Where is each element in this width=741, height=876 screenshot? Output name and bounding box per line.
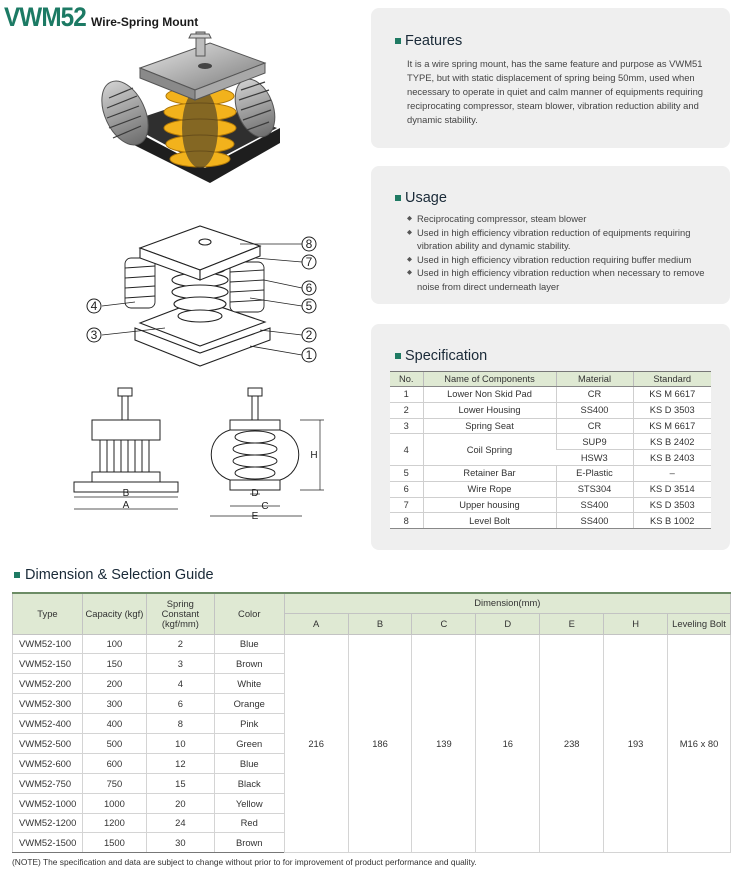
table-row: 7 Upper housing SS400 KS D 3503	[390, 497, 711, 513]
dim-label-e: E	[251, 511, 259, 522]
bullet-square-icon	[395, 195, 401, 201]
col-header-spring-constant: Spring Constant (kgf/mm)	[146, 593, 214, 634]
dim-value-leveling-bolt: M16 x 80	[668, 634, 731, 853]
callout-6: 6	[305, 281, 313, 295]
dim-label-h: H	[310, 450, 318, 461]
guide-heading: Dimension & Selection Guide	[14, 567, 214, 583]
col-header-d: D	[476, 613, 540, 634]
table-row: 3 Spring Seat CR KS M 6617	[390, 418, 711, 434]
col-header-a: A	[284, 613, 348, 634]
dim-value-c: 139	[412, 634, 476, 853]
table-row: VWM52-750 750 15 Black	[13, 773, 731, 793]
col-header-b: B	[348, 613, 412, 634]
dim-label-b: B	[122, 488, 130, 499]
col-header-c: C	[412, 613, 476, 634]
usage-item: ◆ Reciprocating compressor, steam blower	[407, 212, 722, 226]
callout-2: 2	[305, 328, 313, 342]
specification-heading: Specification	[395, 348, 487, 364]
bullet-square-icon	[395, 38, 401, 44]
dim-label-a: A	[122, 500, 130, 511]
table-row: VWM52-1200 1200 24 Red	[13, 813, 731, 833]
spec-header-no: No.	[390, 372, 423, 387]
table-row: 2 Lower Housing SS400 KS D 3503	[390, 402, 711, 418]
table-row: VWM52-150 150 3 Brown	[13, 654, 731, 674]
col-header-color: Color	[214, 593, 284, 634]
table-row: 4 Coil Spring SUP9 KS B 2402	[390, 434, 711, 450]
spec-header-material: Material	[556, 372, 633, 387]
parts-diagram	[80, 218, 330, 378]
table-row: VWM52-400 400 8 Pink	[13, 714, 731, 734]
table-row: VWM52-300 300 6 Orange	[13, 694, 731, 714]
model-subtitle: Wire-Spring Mount	[91, 15, 199, 29]
table-row: VWM52-100 100 2 Blue 216 186 139 16 238 193 M16 x 80	[13, 634, 731, 654]
dim-value-a: 216	[284, 634, 348, 853]
table-row: VWM52-500 500 10 Green	[13, 733, 731, 753]
dimension-table	[12, 592, 731, 853]
col-header-h: H	[604, 613, 668, 634]
features-heading: Features	[395, 33, 462, 49]
dimension-drawing	[70, 382, 335, 522]
callout-3: 3	[90, 328, 98, 342]
table-row: VWM52-200 200 4 White	[13, 674, 731, 694]
product-photo	[95, 28, 285, 198]
spec-header-name: Name of Components	[423, 372, 556, 387]
table-row: 8 Level Bolt SS400 KS B 1002	[390, 513, 711, 529]
features-panel	[371, 8, 730, 148]
dim-value-h: 193	[604, 634, 668, 853]
table-row: VWM52-1500 1500 30 Brown	[13, 833, 731, 853]
model-name: VWM52	[4, 2, 86, 32]
dim-value-b: 186	[348, 634, 412, 853]
usage-panel	[371, 166, 730, 304]
disclaimer-note: (NOTE) The specification and data are subject to change without prior to for improvement of product performance and quality.	[12, 857, 477, 867]
dim-value-e: 238	[540, 634, 604, 853]
table-row: 1 Lower Non Skid Pad CR KS M 6617	[390, 387, 711, 403]
col-header-type: Type	[13, 593, 83, 634]
specification-table	[390, 371, 711, 529]
table-row: VWM52-600 600 12 Blue	[13, 753, 731, 773]
features-text: It is a wire spring mount, has the same feature and purpose as VWM51 TYPE, but with static displacement of spring being 50mm, used when necessary to operate in quiet and calm manner of equipments requiring reciprocating compressor, steam blower, vibration reduction ability and dynamic stability.	[407, 58, 704, 125]
callout-1: 1	[305, 348, 313, 362]
col-header-capacity: Capacity (kgf)	[82, 593, 146, 634]
table-row: VWM52-1000 1000 20 Yellow	[13, 793, 731, 813]
specification-panel	[371, 324, 730, 550]
table-row: 5 Retainer Bar E-Plastic –	[390, 465, 711, 481]
callout-4: 4	[90, 299, 98, 313]
usage-list	[407, 212, 722, 293]
dim-label-d: D	[251, 488, 259, 499]
dim-label-c: C	[261, 501, 269, 512]
usage-item: ◆ Used in high efficiency vibration reduction requiring buffer medium	[407, 253, 722, 267]
col-header-e: E	[540, 613, 604, 634]
col-header-dimension: Dimension(mm)	[284, 593, 730, 613]
table-row: 6 Wire Rope STS304 KS D 3514	[390, 481, 711, 497]
callout-5: 5	[305, 299, 313, 313]
table-row: HSW3 KS B 2403	[390, 450, 711, 466]
usage-item: ◆ Used in high efficiency vibration reduction of equipments requiring vibration ability and dynamic stability.	[407, 226, 722, 253]
usage-item: ◆ Used in high efficiency vibration reduction when necessary to remove noise from direct underneath layer	[407, 266, 722, 293]
dim-value-d: 16	[476, 634, 540, 853]
bullet-square-icon	[14, 572, 20, 578]
spec-header-standard: Standard	[633, 372, 711, 387]
callout-7: 7	[305, 255, 313, 269]
callout-8: 8	[305, 237, 313, 251]
usage-heading: Usage	[395, 190, 447, 206]
col-header-leveling-bolt: Leveling Bolt	[668, 613, 731, 634]
bullet-square-icon	[395, 353, 401, 359]
